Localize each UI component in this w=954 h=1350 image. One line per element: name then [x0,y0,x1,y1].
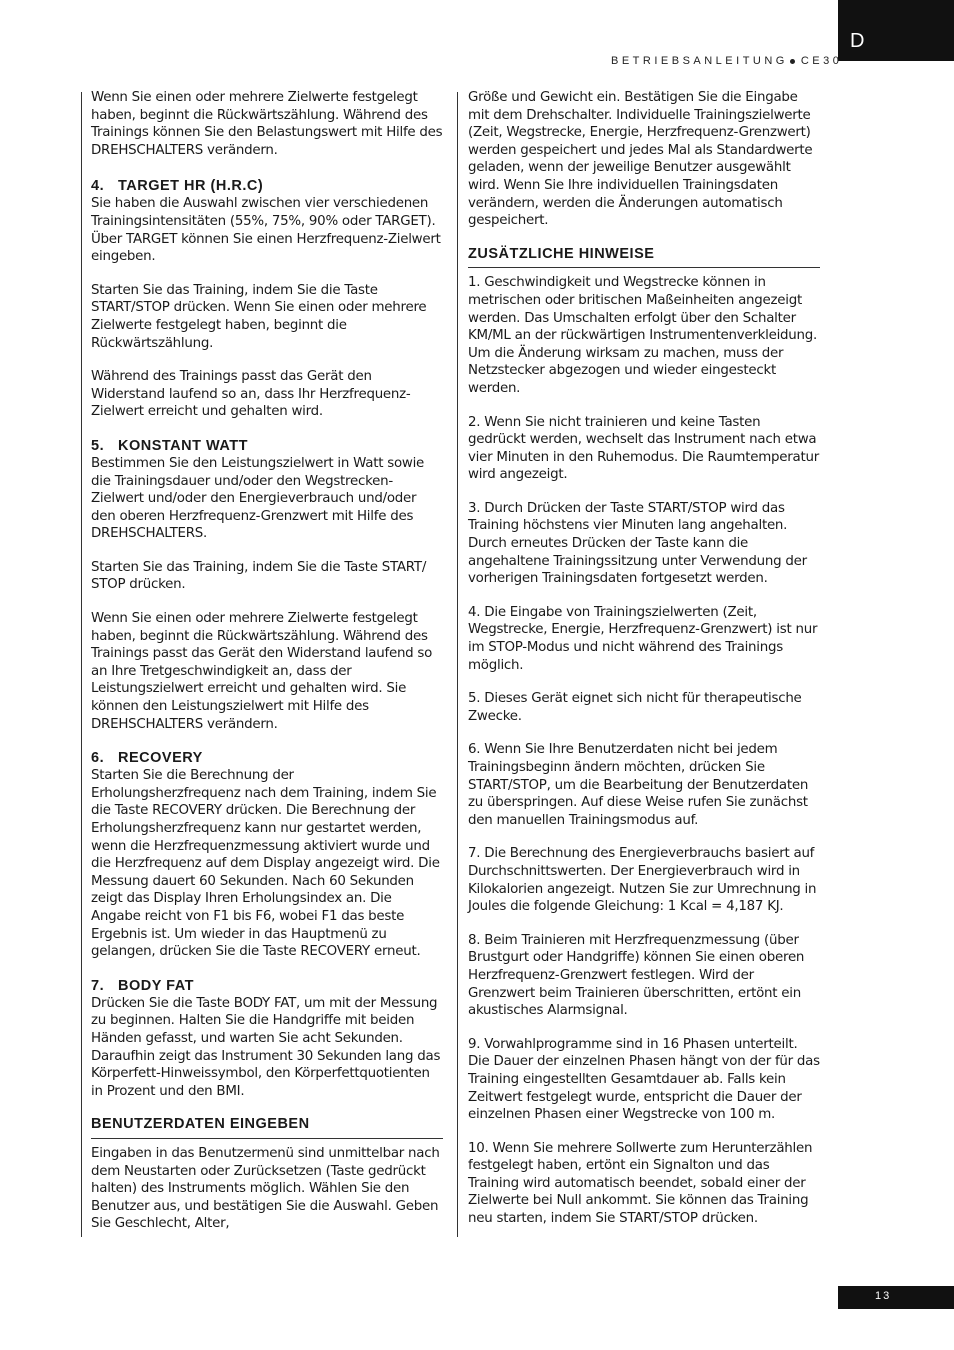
paragraph: Eingaben in das Benutzermenü sind unmittelbar nach dem Neustarten oder Zurücksetzen (Taste gedrückt halten) des Instruments möglich. Wählen Sie den Benutzer aus, und bestätigen Sie die Auswahl. Geben Sie Geschlecht, Alter, [91,1145,440,1232]
right-column-rule [457,92,458,1237]
note-item: 7. Die Berechnung des Energieverbrauchs basiert auf Durchschnittswerten. Der Energieverbrauch wird in Kilokalorien angezeigt. Nutzen Sie zur Umrechnung in Joules die folgende Gleichung: 1 Kcal = 4,187 KJ. [468,846,817,915]
section-heading-konstant-watt: 5. KONSTANT WATT [91,437,248,454]
notes-list [468,274,820,1227]
bullet-dot-icon [790,59,795,64]
page-number: 13 [875,1290,892,1302]
language-tab-label: D [850,30,865,52]
right-column [468,89,820,1244]
paragraph: Wenn Sie einen oder mehrere Zielwerte festgelegt haben, beginnt die Rückwärtszählung. Während des Trainings passt das Gerät den Widerstand laufend so an Ihre Tretgeschwindigkeit an, dass der Leistungszielwert erreicht und gehalten wird. Sie können den Leistungszielwert mit Hilfe des DREHSCHALTERS verändern. [91,611,433,732]
note-item: 1. Geschwindigkeit und Wegstrecke können in metrischen oder britischen Maßeinheiten angezeigt werden. Das Umschalten erfolgt über den Schalter KM/ML an der rückwärtigen Instrumentenverkleidung. Um die Änderung wirksam zu machen, muss der Netzstecker abgezogen und wieder eingesteckt werden. [468,275,818,396]
paragraph: Starten Sie das Training, indem Sie die Taste START/STOP drücken. Wenn Sie einen oder mehrere Zielwerte festgelegt haben, beginnt die Rückwärtszählung. [91,282,427,351]
section-heading-body-fat: 7. BODY FAT [91,977,194,994]
paragraph: Sie haben die Auswahl zwischen vier verschiedenen Trainingsintensitäten (55%, 75%, 90% oder TARGET). Über TARGET können Sie einen Herzfrequenz-Zielwert eingeben. [91,196,441,265]
note-item: 6. Wenn Sie Ihre Benutzerdaten nicht bei jedem Trainingsbeginn ändern möchten, drücken Sie START/STOP, um die Bearbeitung der Benutzerdaten zu überspringen. Auf diese Weise rufen Sie zunächst den manuellen Trainingsmodus auf. [468,742,809,828]
section-heading-benutzerdaten: BENUTZERDATEN EINGEBEN [91,1116,443,1139]
paragraph: Größe und Gewicht ein. Bestätigen Sie die Eingabe mit dem Drehschalter. Individuelle Trainingszielwerte (Zeit, Wegstrecke, Energie, Herzfrequenz-Grenzwert) werden gespeichert und jedes Mal als Standardwerte geladen, wenn der jeweilige Benutzer ausgewählt wird. Wenn Sie Ihre individuellen Trainingsdaten verändern, werden die Änderungen automatisch gespeichert. [468,90,813,229]
note-item: 2. Wenn Sie nicht trainieren und keine Tasten gedrückt werden, wechselt das Instrument nach etwa vier Minuten in den Ruhemodus. Die Raumtemperatur wird angezeigt. [468,414,819,483]
left-column-rule [81,92,82,1237]
intro-paragraph: Wenn Sie einen oder mehrere Zielwerte festgelegt haben, beginnt die Rückwärtszählung. Während des Trainings können Sie den Belastungswert mit Hilfe des DREHSCHALTERS verändern. [91,90,443,158]
note-item: 10. Wenn Sie mehrere Sollwerte zum Herunterzählen festgelegt haben, ertönt ein Signalton und das Training wird automatisch beendet, sobald einer der Zielwerte bei Null ankommt. Sie können das Training neu starten, indem Sie START/STOP drücken. [468,1140,813,1227]
paragraph: Während des Trainings passt das Gerät den Widerstand laufend so an, dass Ihr Herzfrequenz-Zielwert erreicht und gehalten wird. [91,369,411,420]
section-heading-target-hr: 4. TARGET HR (H.R.C) [91,178,264,195]
page-number-tab [838,1286,954,1309]
paragraph: Drücken Sie die Taste BODY FAT, um mit der Messung zu beginnen. Halten Sie die Handgriffe mit beiden Händen gefasst, und warten Sie acht Sekunden. Daraufhin zeigt das Instrument 30 Sekunden lang das Körperfett-Hinweissymbol, den Körperfettquotienten in Prozent und den BMI. [91,995,441,1099]
header-title: BETRIEBSANLEITUNG [611,55,788,67]
section-heading-recovery: 6. RECOVERY [91,750,203,767]
note-item: 4. Die Eingabe von Trainingszielwerten (Zeit, Wegstrecke, Energie, Herzfrequenz-Grenzwert) ist nur im STOP-Modus und nicht während des Trainings möglich. [468,604,818,673]
note-item: 8. Beim Trainieren mit Herzfrequenzmessung (über Brustgurt oder Handgriffe) können Sie einen oberen Herzfrequenz-Grenzwert festlegen. Wird der Grenzwert beim Trainieren überschritten, ertönt ein akustisches Alarmsignal. [468,932,805,1019]
paragraph: Starten Sie das Training, indem Sie die Taste START/ STOP drücken. [91,559,427,593]
language-tab [838,0,954,61]
section-heading-zusaetzliche-hinweise: ZUSÄTZLICHE HINWEISE [468,246,820,269]
paragraph: Starten Sie die Berechnung der Erholungsherzfrequenz nach dem Training, indem Sie die Taste RECOVERY drücken. Die Berechnung der Erholungsherzfrequenz kann nur gestartet werden, wenn die Herzfrequenzmessung aktiviert wurde und die Herzfrequenz auf dem Display angezeigt wird. Die Messung dauert 60 Sekunden. Nach 60 Sekunden zeigt das Display Ihren Erholungsindex an. Die Angabe reicht von F1 bis F6, wobei F1 das beste Ergebnis ist. Um wieder in das Hauptmenü zu gelangen, drücken Sie die Taste RECOVERY erneut. [91,768,440,960]
note-item: 3. Durch Drücken der Taste START/STOP wird das Training höchstens vier Minuten lang angehalten. Durch erneutes Drücken der Taste kann die angehaltene Trainingssitzung unter Verwendung der vorherigen Trainingsdaten fortgesetzt werden. [468,500,807,587]
paragraph: Bestimmen Sie den Leistungszielwert in Watt sowie die Trainingsdauer und/oder den Wegstrecken-Zielwert und/oder den Energieverbrauch und/oder den oberen Herzfrequenz-Grenzwert mit Hilfe des DREHSCHALTERS. [91,455,425,542]
left-column [91,89,443,1249]
note-item: 9. Vorwahlprogramme sind in 16 Phasen unterteilt. Die Dauer der einzelnen Phasen hängt von der für das Training eingestellten Gesamtdauer ab. Falls kein Zeitwert festgelegt wurde, entspricht die Dauer der einzelnen Phasen einer Wegstrecke von 100 m. [468,1036,820,1123]
header-model: CE30 [800,55,843,67]
running-header [611,55,843,67]
note-item: 5. Dieses Gerät eignet sich nicht für therapeutische Zwecke. [468,691,802,724]
